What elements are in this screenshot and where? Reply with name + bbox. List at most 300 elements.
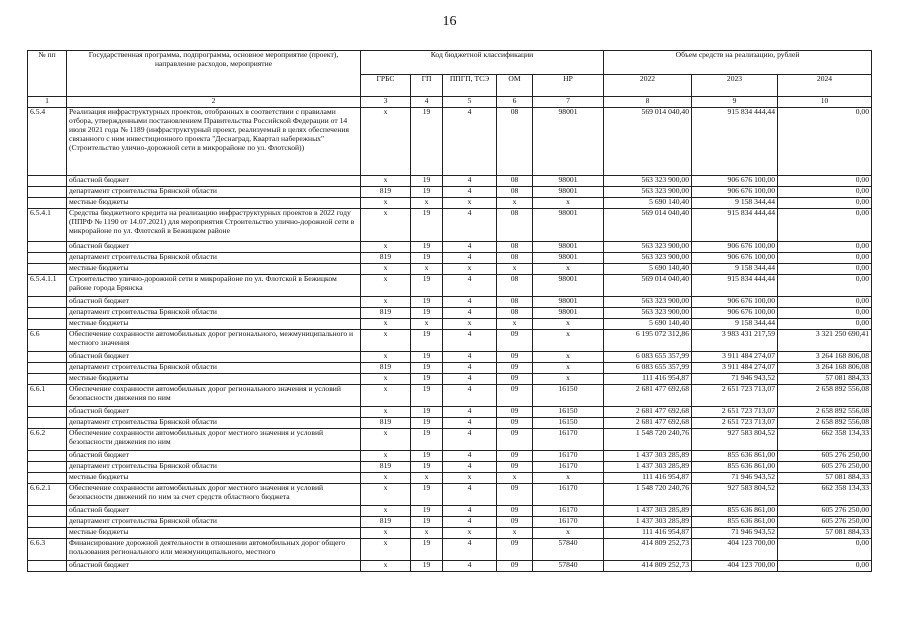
code-ppgp: х (443, 264, 497, 275)
code-gp: 19 (411, 484, 443, 506)
amount-2022: 5 690 140,40 (604, 319, 692, 330)
code-nr: х (533, 473, 604, 484)
table-row (28, 418, 872, 429)
amount-2022: 111 416 954,87 (604, 473, 692, 484)
amount-2022: 2 681 477 692,68 (604, 407, 692, 418)
code-ppgp: 4 (443, 407, 497, 418)
code-om: 09 (497, 385, 533, 407)
code-nr: 16170 (533, 506, 604, 517)
header-kbk-group: Код бюджетной классификации (361, 51, 604, 75)
code-nr: 98001 (533, 297, 604, 308)
col-number: 5 (443, 97, 497, 108)
code-nr: 16170 (533, 484, 604, 506)
code-om: 09 (497, 506, 533, 517)
page-number: 16 (442, 14, 457, 29)
amount-2024: 3 264 168 806,08 (778, 363, 872, 374)
row-name: местные бюджеты (67, 198, 361, 209)
amount-2022: 563 323 900,00 (604, 253, 692, 264)
code-ppgp: 4 (443, 187, 497, 198)
code-nr: 98001 (533, 187, 604, 198)
table-row (28, 517, 872, 528)
code-om: 08 (497, 176, 533, 187)
amount-2023: 2 651 723 713,07 (692, 407, 778, 418)
code-grbs: х (361, 374, 411, 385)
amount-2023: 404 123 700,00 (692, 539, 778, 561)
amount-2022: 2 681 477 692,68 (604, 385, 692, 407)
code-gp: 19 (411, 308, 443, 319)
code-gp: 19 (411, 374, 443, 385)
code-om: 09 (497, 451, 533, 462)
row-number (28, 187, 67, 198)
amount-2022: 569 014 040,40 (604, 275, 692, 297)
code-nr: х (533, 528, 604, 539)
code-om: 09 (497, 374, 533, 385)
code-nr: х (533, 264, 604, 275)
row-name: департамент строительства Брянской области (67, 517, 361, 528)
row-name: департамент строительства Брянской области (67, 253, 361, 264)
code-om: 08 (497, 308, 533, 319)
amount-2023: 927 583 804,52 (692, 429, 778, 451)
amount-2023: 2 651 723 713,07 (692, 385, 778, 407)
amount-2024: 0,00 (778, 308, 872, 319)
col-number: 10 (778, 97, 872, 108)
row-number (28, 462, 67, 473)
header-ppgp: ППГП, ТСЭ (443, 75, 497, 97)
code-ppgp: 4 (443, 539, 497, 561)
amount-2024: 2 658 892 556,08 (778, 385, 872, 407)
col-number: 1 (28, 97, 67, 108)
code-grbs: х (361, 429, 411, 451)
row-name: местные бюджеты (67, 319, 361, 330)
code-nr: 16150 (533, 418, 604, 429)
row-name: областной бюджет (67, 451, 361, 462)
code-ppgp: 4 (443, 352, 497, 363)
code-om: 09 (497, 418, 533, 429)
code-nr: 16170 (533, 517, 604, 528)
code-om: 09 (497, 462, 533, 473)
code-grbs: 819 (361, 187, 411, 198)
code-grbs: х (361, 108, 411, 176)
row-number (28, 352, 67, 363)
code-gp: 19 (411, 253, 443, 264)
code-om: 09 (497, 352, 533, 363)
amount-2023: 9 158 344,44 (692, 264, 778, 275)
code-grbs: х (361, 297, 411, 308)
amount-2024: 0,00 (778, 253, 872, 264)
table-row (28, 462, 872, 473)
code-nr: х (533, 319, 604, 330)
code-ppgp: 4 (443, 108, 497, 176)
amount-2022: 1 548 720 240,76 (604, 484, 692, 506)
code-om: х (497, 198, 533, 209)
col-number: 8 (604, 97, 692, 108)
row-number (28, 363, 67, 374)
code-om: 08 (497, 187, 533, 198)
amount-2023: 3 983 431 217,59 (692, 330, 778, 352)
code-grbs: х (361, 209, 411, 242)
code-grbs: х (361, 330, 411, 352)
table-row (28, 528, 872, 539)
code-nr: 57840 (533, 539, 604, 561)
row-name: департамент строительства Брянской области (67, 462, 361, 473)
header-gp: ГП (411, 75, 443, 97)
code-grbs: х (361, 352, 411, 363)
row-number (28, 473, 67, 484)
amount-2023: 906 676 100,00 (692, 253, 778, 264)
row-name: Средства бюджетного кредита на реализацию инфраструктурных проектов в 2022 году (ППРФ № 1190 от 14.07.2021) для мероприятия Строительство улично-дорожной сети в микрорайоне по ул. Флотской в Бежицком районе (67, 209, 361, 242)
row-name: Обеспечение сохранности автомобильных дорог местного значения и условий безопасности движения по ним (67, 429, 361, 451)
header-2024: 2024 (778, 75, 872, 97)
row-number: 6.6.3 (28, 539, 67, 561)
code-gp: 19 (411, 108, 443, 176)
col-number: 3 (361, 97, 411, 108)
code-nr: 98001 (533, 176, 604, 187)
amount-2024: 0,00 (778, 242, 872, 253)
code-gp: 19 (411, 297, 443, 308)
amount-2023: 906 676 100,00 (692, 308, 778, 319)
code-ppgp: 4 (443, 418, 497, 429)
amount-2022: 569 014 040,40 (604, 108, 692, 176)
table-row (28, 253, 872, 264)
code-om: 09 (497, 363, 533, 374)
table-row (28, 473, 872, 484)
code-gp: х (411, 473, 443, 484)
table-row (28, 374, 872, 385)
code-gp: 19 (411, 385, 443, 407)
code-gp: 19 (411, 462, 443, 473)
table-row (28, 176, 872, 187)
code-gp: 19 (411, 506, 443, 517)
code-gp: х (411, 198, 443, 209)
code-ppgp: 4 (443, 253, 497, 264)
code-om: 08 (497, 253, 533, 264)
table-row (28, 451, 872, 462)
code-ppgp: 4 (443, 275, 497, 297)
code-nr: 98001 (533, 308, 604, 319)
amount-2024: 57 081 884,33 (778, 374, 872, 385)
code-grbs: х (361, 275, 411, 297)
code-nr: х (533, 363, 604, 374)
col-number: 6 (497, 97, 533, 108)
code-gp: 19 (411, 363, 443, 374)
header-2023: 2023 (692, 75, 778, 97)
amount-2022: 6 195 072 312,86 (604, 330, 692, 352)
header-om: ОМ (497, 75, 533, 97)
row-number: 6.6.2.1 (28, 484, 67, 506)
amount-2022: 5 690 140,40 (604, 264, 692, 275)
table-row (28, 108, 872, 176)
row-number: 6.5.4 (28, 108, 67, 176)
table-row (28, 352, 872, 363)
code-grbs: х (361, 561, 411, 572)
code-nr: 98001 (533, 253, 604, 264)
amount-2023: 71 946 943,52 (692, 473, 778, 484)
amount-2024: 2 658 892 556,08 (778, 418, 872, 429)
header-grbs: ГРБС (361, 75, 411, 97)
code-grbs: 819 (361, 462, 411, 473)
row-number (28, 242, 67, 253)
code-ppgp: 4 (443, 308, 497, 319)
row-number (28, 253, 67, 264)
amount-2023: 71 946 943,52 (692, 374, 778, 385)
table-row (28, 209, 872, 242)
code-grbs: х (361, 528, 411, 539)
code-grbs: х (361, 506, 411, 517)
amount-2023: 906 676 100,00 (692, 297, 778, 308)
amount-2024: 57 081 884,33 (778, 473, 872, 484)
amount-2023: 71 946 943,52 (692, 528, 778, 539)
amount-2023: 855 636 861,00 (692, 517, 778, 528)
amount-2024: 2 658 892 556,08 (778, 407, 872, 418)
amount-2022: 569 014 040,40 (604, 209, 692, 242)
code-grbs: х (361, 473, 411, 484)
row-number: 6.6.1 (28, 385, 67, 407)
row-number (28, 506, 67, 517)
amount-2024: 605 276 250,00 (778, 506, 872, 517)
code-gp: 19 (411, 209, 443, 242)
code-ppgp: х (443, 319, 497, 330)
amount-2022: 563 323 900,00 (604, 308, 692, 319)
row-number (28, 374, 67, 385)
code-nr: 16170 (533, 429, 604, 451)
amount-2024: 605 276 250,00 (778, 517, 872, 528)
table-row (28, 330, 872, 352)
amount-2024: 605 276 250,00 (778, 462, 872, 473)
code-grbs: 819 (361, 363, 411, 374)
amount-2022: 5 690 140,40 (604, 198, 692, 209)
code-om: 08 (497, 297, 533, 308)
amount-2024: 3 321 250 690,41 (778, 330, 872, 352)
amount-2022: 111 416 954,87 (604, 528, 692, 539)
code-ppgp: 4 (443, 209, 497, 242)
row-name: Строительство улично-дорожной сети в микрорайоне по ул. Флотской в Бежицком районе города Брянска (67, 275, 361, 297)
row-name: местные бюджеты (67, 473, 361, 484)
code-ppgp: 4 (443, 330, 497, 352)
code-grbs: х (361, 407, 411, 418)
amount-2024: 605 276 250,00 (778, 451, 872, 462)
row-number (28, 297, 67, 308)
amount-2023: 915 834 444,44 (692, 275, 778, 297)
amount-2022: 6 083 655 357,99 (604, 352, 692, 363)
amount-2023: 855 636 861,00 (692, 462, 778, 473)
code-grbs: 819 (361, 308, 411, 319)
code-om: 08 (497, 275, 533, 297)
row-name: департамент строительства Брянской области (67, 187, 361, 198)
code-ppgp: 4 (443, 374, 497, 385)
header-col-num: № пп (28, 51, 67, 97)
row-name: местные бюджеты (67, 264, 361, 275)
code-grbs: х (361, 176, 411, 187)
code-gp: х (411, 264, 443, 275)
amount-2024: 0,00 (778, 297, 872, 308)
header-amount-group: Объем средств на реализацию, рублей (604, 51, 872, 75)
amount-2024: 3 264 168 806,08 (778, 352, 872, 363)
table-row (28, 297, 872, 308)
code-om: 08 (497, 242, 533, 253)
amount-2023: 915 834 444,44 (692, 209, 778, 242)
code-om: 08 (497, 209, 533, 242)
header-nr: НР (533, 75, 604, 97)
code-gp: 19 (411, 330, 443, 352)
code-ppgp: 4 (443, 363, 497, 374)
col-number: 4 (411, 97, 443, 108)
code-grbs: х (361, 264, 411, 275)
row-number (28, 176, 67, 187)
code-gp: 19 (411, 561, 443, 572)
amount-2024: 0,00 (778, 539, 872, 561)
code-grbs: х (361, 385, 411, 407)
table-row (28, 187, 872, 198)
row-name: областной бюджет (67, 242, 361, 253)
code-om: 09 (497, 429, 533, 451)
amount-2022: 414 809 252,73 (604, 539, 692, 561)
amount-2023: 404 123 700,00 (692, 561, 778, 572)
amount-2024: 0,00 (778, 108, 872, 176)
code-nr: 16170 (533, 451, 604, 462)
amount-2022: 1 437 303 285,89 (604, 451, 692, 462)
code-ppgp: х (443, 528, 497, 539)
amount-2024: 57 081 884,33 (778, 528, 872, 539)
code-gp: х (411, 319, 443, 330)
row-number (28, 319, 67, 330)
code-gp: 19 (411, 539, 443, 561)
code-gp: 19 (411, 187, 443, 198)
amount-2022: 414 809 252,73 (604, 561, 692, 572)
code-om: 09 (497, 484, 533, 506)
amount-2024: 0,00 (778, 561, 872, 572)
row-number: 6.5.4.1.1 (28, 275, 67, 297)
column-numbers-row (28, 97, 872, 108)
amount-2024: 0,00 (778, 176, 872, 187)
amount-2023: 906 676 100,00 (692, 187, 778, 198)
code-ppgp: 4 (443, 462, 497, 473)
row-name: областной бюджет (67, 176, 361, 187)
code-ppgp: 4 (443, 517, 497, 528)
amount-2022: 563 323 900,00 (604, 176, 692, 187)
code-grbs: х (361, 319, 411, 330)
code-nr: 98001 (533, 108, 604, 176)
row-name: областной бюджет (67, 297, 361, 308)
code-gp: 19 (411, 352, 443, 363)
code-gp: 19 (411, 418, 443, 429)
col-number: 2 (67, 97, 361, 108)
code-om: 09 (497, 330, 533, 352)
amount-2023: 2 651 723 713,07 (692, 418, 778, 429)
amount-2022: 563 323 900,00 (604, 242, 692, 253)
row-name: областной бюджет (67, 506, 361, 517)
amount-2022: 1 437 303 285,89 (604, 462, 692, 473)
code-nr: 16150 (533, 385, 604, 407)
row-number: 6.6 (28, 330, 67, 352)
amount-2024: 0,00 (778, 264, 872, 275)
code-grbs: 819 (361, 418, 411, 429)
table-row (28, 264, 872, 275)
code-grbs: 819 (361, 253, 411, 264)
code-om: 09 (497, 407, 533, 418)
row-number: 6.6.2 (28, 429, 67, 451)
table-row (28, 308, 872, 319)
code-ppgp: 4 (443, 242, 497, 253)
table-row (28, 198, 872, 209)
code-grbs: 819 (361, 517, 411, 528)
row-number (28, 517, 67, 528)
code-om: х (497, 264, 533, 275)
amount-2024: 662 358 134,33 (778, 484, 872, 506)
row-name: Обеспечение сохранности автомобильных дорог регионального значения и условий безопасности движения по ним (67, 385, 361, 407)
code-om: 09 (497, 539, 533, 561)
code-om: 09 (497, 517, 533, 528)
row-name: Обеспечение сохранности автомобильных дорог регионального, межмуниципального и местного значения (67, 330, 361, 352)
amount-2024: 0,00 (778, 187, 872, 198)
table-row (28, 319, 872, 330)
row-name: областной бюджет (67, 407, 361, 418)
code-nr: х (533, 198, 604, 209)
code-grbs: х (361, 451, 411, 462)
code-gp: 19 (411, 517, 443, 528)
code-gp: 19 (411, 407, 443, 418)
amount-2023: 906 676 100,00 (692, 242, 778, 253)
table-row (28, 506, 872, 517)
code-nr: х (533, 374, 604, 385)
code-nr: 98001 (533, 275, 604, 297)
amount-2022: 563 323 900,00 (604, 187, 692, 198)
row-name: областной бюджет (67, 561, 361, 572)
code-gp: 19 (411, 451, 443, 462)
amount-2024: 0,00 (778, 275, 872, 297)
amount-2023: 915 834 444,44 (692, 108, 778, 176)
row-number (28, 418, 67, 429)
table-row (28, 484, 872, 506)
code-om: х (497, 473, 533, 484)
code-grbs: х (361, 242, 411, 253)
amount-2022: 1 548 720 240,76 (604, 429, 692, 451)
code-ppgp: х (443, 473, 497, 484)
table-row (28, 242, 872, 253)
code-grbs: х (361, 198, 411, 209)
row-name: местные бюджеты (67, 374, 361, 385)
code-nr: х (533, 352, 604, 363)
row-number (28, 451, 67, 462)
amount-2022: 2 681 477 692,68 (604, 418, 692, 429)
code-ppgp: 4 (443, 176, 497, 187)
table-row (28, 363, 872, 374)
code-gp: х (411, 528, 443, 539)
code-om: х (497, 319, 533, 330)
amount-2024: 0,00 (778, 198, 872, 209)
table-row (28, 429, 872, 451)
amount-2023: 3 911 484 274,07 (692, 363, 778, 374)
row-name: департамент строительства Брянской области (67, 418, 361, 429)
amount-2023: 855 636 861,00 (692, 506, 778, 517)
code-gp: 19 (411, 275, 443, 297)
amount-2023: 9 158 344,44 (692, 319, 778, 330)
amount-2022: 111 416 954,87 (604, 374, 692, 385)
code-grbs: х (361, 539, 411, 561)
code-ppgp: 4 (443, 385, 497, 407)
table-row (28, 407, 872, 418)
row-number (28, 407, 67, 418)
code-nr: х (533, 330, 604, 352)
code-ppgp: 4 (443, 451, 497, 462)
code-om: 09 (497, 561, 533, 572)
amount-2024: 662 358 134,33 (778, 429, 872, 451)
col-number: 7 (533, 97, 604, 108)
code-nr: 57840 (533, 561, 604, 572)
amount-2022: 6 083 655 357,99 (604, 363, 692, 374)
budget-table (27, 50, 872, 572)
header-col-name: Государственная программа, подпрограмма, основное мероприятие (проект), направление расходов, мероприятие (67, 51, 361, 97)
amount-2024: 0,00 (778, 209, 872, 242)
